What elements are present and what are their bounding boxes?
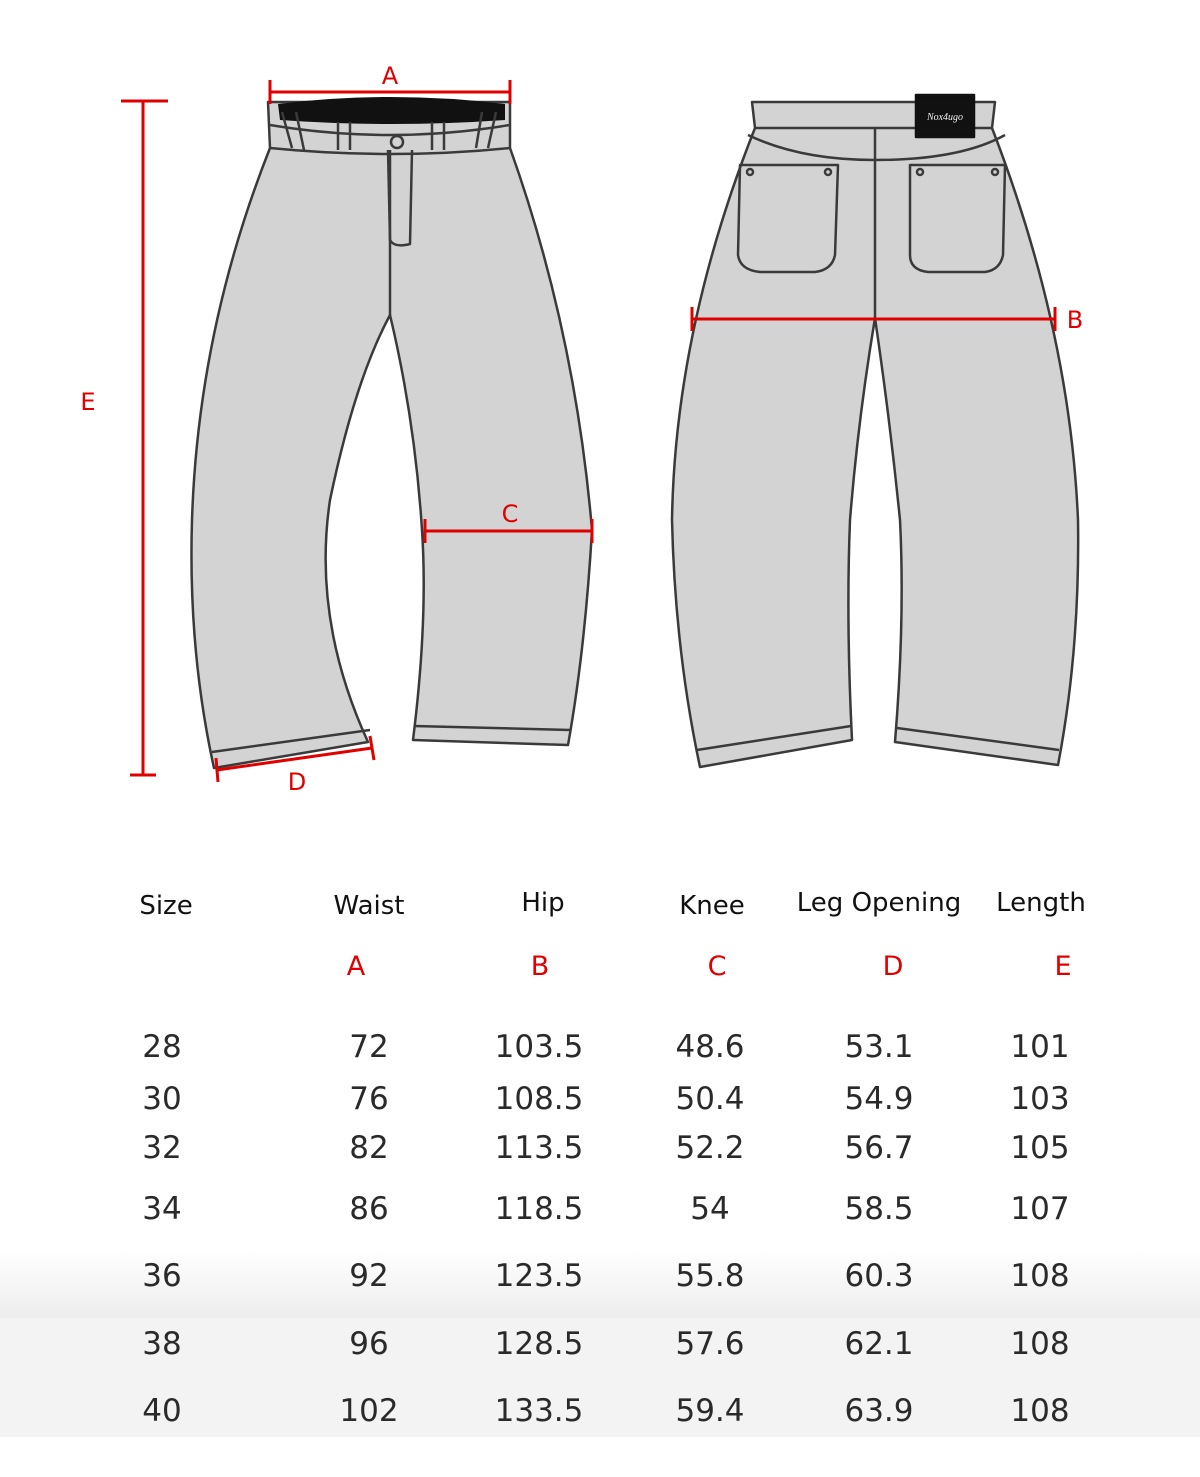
table-cell: 108 (1010, 1258, 1070, 1294)
header-hip: Hip (521, 888, 565, 918)
table-cell: 105 (1010, 1130, 1070, 1166)
letter-c: C (707, 951, 727, 982)
letter-b: B (530, 951, 550, 982)
table-cell: 62.1 (844, 1326, 914, 1362)
table-cell: 102 (339, 1393, 399, 1429)
table-cell: 133.5 (494, 1393, 584, 1429)
table-cell: 34 (142, 1191, 182, 1227)
table-cell: 53.1 (844, 1029, 914, 1065)
table-cell: 48.6 (675, 1029, 745, 1065)
table-cell: 76 (349, 1081, 389, 1117)
header-length: Length (996, 888, 1086, 918)
header-size: Size (139, 891, 193, 921)
table-cell: 40 (142, 1393, 182, 1429)
table-cell: 101 (1010, 1029, 1070, 1065)
table-cell: 55.8 (675, 1258, 745, 1294)
table-cell: 38 (142, 1326, 182, 1362)
table-cell: 63.9 (844, 1393, 914, 1429)
label-b: B (1066, 306, 1084, 334)
table-cell: 57.6 (675, 1326, 745, 1362)
table-cell: 103.5 (494, 1029, 584, 1065)
label-e: E (80, 388, 96, 416)
front-view-pants (191, 97, 592, 768)
table-cell: 28 (142, 1029, 182, 1065)
table-cell: 54.9 (844, 1081, 914, 1117)
table-cell: 103 (1010, 1081, 1070, 1117)
table-cell: 92 (349, 1258, 389, 1294)
letter-e: E (1054, 951, 1072, 982)
waistband-inner (278, 97, 505, 124)
table-cell: 58.5 (844, 1191, 914, 1227)
table-cell: 107 (1010, 1191, 1070, 1227)
table-cell: 123.5 (494, 1258, 584, 1294)
table-cell: 52.2 (675, 1130, 745, 1166)
table-cell: 54 (690, 1191, 730, 1227)
table-cell: 50.4 (675, 1081, 745, 1117)
table-cell: 72 (349, 1029, 389, 1065)
table-cell: 59.4 (675, 1393, 745, 1429)
header-leg-opening: Leg Opening (796, 888, 962, 918)
back-view-pants (672, 95, 1078, 767)
front-pants-body (191, 102, 592, 768)
table-cell: 108.5 (494, 1081, 584, 1117)
table-cell: 108 (1010, 1393, 1070, 1429)
label-d: D (287, 768, 307, 796)
table-cell: 108 (1010, 1326, 1070, 1362)
letter-d: D (882, 951, 904, 982)
label-a: A (381, 62, 399, 90)
table-cell: 60.3 (844, 1258, 914, 1294)
front-button (391, 136, 403, 148)
measure-line-e (121, 101, 168, 775)
table-cell: 56.7 (844, 1130, 914, 1166)
label-c: C (501, 500, 519, 528)
table-cell: 96 (349, 1326, 389, 1362)
brand-tag-text: Nox4ugo (926, 112, 964, 123)
table-cell: 86 (349, 1191, 389, 1227)
table-cell: 32 (142, 1130, 182, 1166)
table-cell: 118.5 (494, 1191, 584, 1227)
table-cell: 30 (142, 1081, 182, 1117)
header-waist: Waist (333, 891, 405, 921)
table-cell: 36 (142, 1258, 182, 1294)
table-cell: 128.5 (494, 1326, 584, 1362)
background-band (0, 1437, 1200, 1477)
header-knee: Knee (679, 891, 745, 921)
letter-a: A (346, 951, 366, 982)
table-cell: 82 (349, 1130, 389, 1166)
table-cell: 113.5 (494, 1130, 584, 1166)
